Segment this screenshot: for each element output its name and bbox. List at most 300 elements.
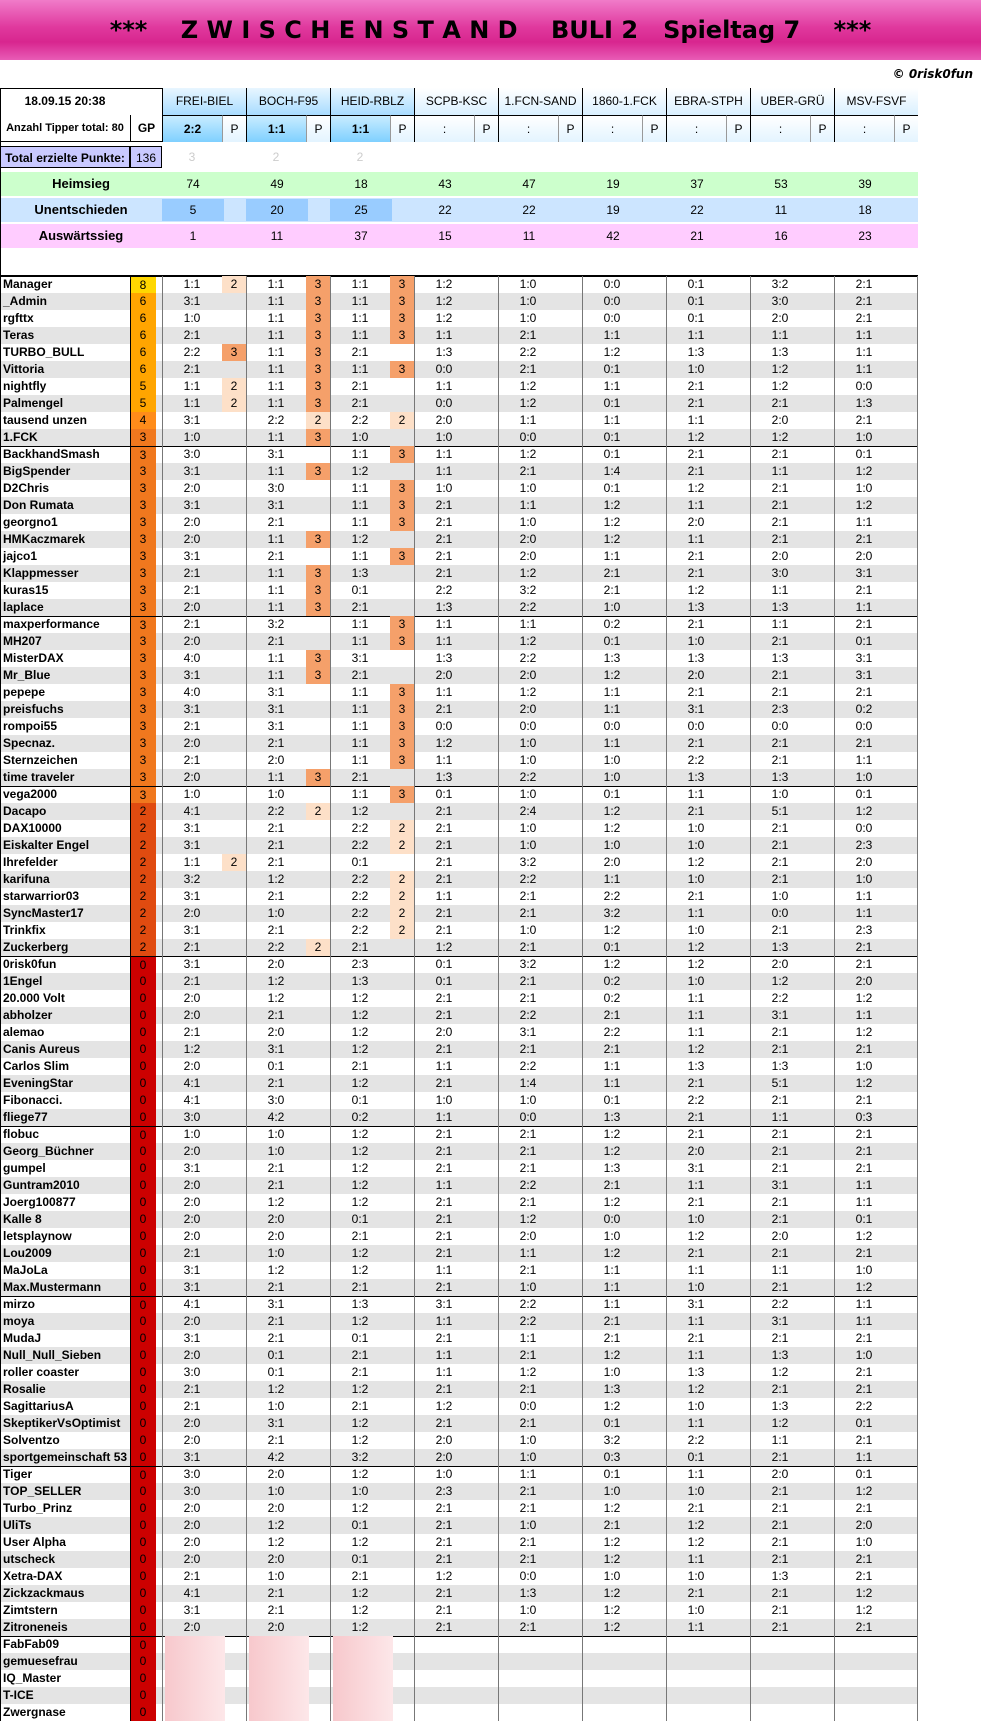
- tip: 2:2: [519, 345, 537, 359]
- tip: 2:1: [519, 1042, 537, 1056]
- tip: 2:1: [435, 1620, 453, 1634]
- tip-points: [222, 1670, 246, 1687]
- tip: 3:1: [855, 566, 873, 580]
- tip: 3:1: [267, 685, 285, 699]
- tip: 1:1: [435, 634, 453, 648]
- player-name: Mr_Blue: [3, 668, 51, 682]
- tip: 1:2: [435, 940, 453, 954]
- tip-points: [390, 344, 414, 361]
- tip-points: [390, 582, 414, 599]
- match-header-frei-biel: FREI-BIEL: [162, 88, 246, 115]
- tip: 1:3: [351, 566, 369, 580]
- tip: 1:2: [351, 1263, 369, 1277]
- tip: 2:1: [855, 1552, 873, 1566]
- points-header: P: [894, 115, 918, 142]
- tip-points: [306, 1551, 330, 1568]
- tip: 2:1: [855, 957, 873, 971]
- tip: 1:2: [687, 1382, 705, 1396]
- tip: 2:1: [519, 362, 537, 376]
- tip: 1:1: [267, 583, 285, 597]
- tip: [246, 1670, 306, 1687]
- tip: 1:1: [771, 1263, 789, 1277]
- tip: 2:1: [687, 396, 705, 410]
- player-gp: 0: [130, 1330, 156, 1347]
- player-gp: 0: [130, 1449, 156, 1466]
- tip: 1:1: [687, 787, 705, 801]
- tip: 1:2: [771, 1416, 789, 1430]
- player-name: sportgemeinschaft 53: [3, 1450, 128, 1464]
- tip: [414, 1670, 474, 1687]
- tip: 2:0: [435, 1025, 453, 1039]
- tip: 1:1: [603, 1297, 621, 1311]
- tip: 1:2: [267, 974, 285, 988]
- tip: 3:1: [267, 1042, 285, 1056]
- points-header: P: [390, 115, 414, 142]
- tip: [834, 1636, 894, 1653]
- tip: 2:1: [267, 634, 285, 648]
- tip: 1:2: [351, 464, 369, 478]
- tip: 2:1: [855, 1501, 873, 1515]
- tip-points: [306, 1347, 330, 1364]
- player-gp: 0: [130, 1653, 156, 1670]
- player-gp: 2: [130, 939, 156, 956]
- tip: 2:1: [603, 583, 621, 597]
- tip-points: 3: [306, 378, 330, 395]
- tip: 2:1: [267, 1314, 285, 1328]
- tip: 1:0: [687, 1569, 705, 1583]
- tip: 1:2: [435, 277, 453, 291]
- stat-value: 18: [858, 203, 872, 217]
- tip: 1:1: [855, 1450, 873, 1464]
- tip: 3:0: [267, 1093, 285, 1107]
- tip: 2:1: [435, 1501, 453, 1515]
- tip-points: [306, 514, 330, 531]
- stat-value: 53: [774, 177, 788, 191]
- player-gp: 0: [130, 1670, 156, 1687]
- tip: 1:1: [435, 1178, 453, 1192]
- tip-points: [390, 769, 414, 786]
- player-gp: 0: [130, 1211, 156, 1228]
- player-name: Vittoria: [3, 362, 45, 376]
- player-name: Canis Aureus: [3, 1042, 80, 1056]
- vline: [162, 276, 163, 1721]
- tip: 3:1: [351, 651, 369, 665]
- tip: 1:1: [855, 753, 873, 767]
- tip: 2:1: [435, 838, 453, 852]
- tip-points: [222, 922, 246, 939]
- player-gp: 0: [130, 1517, 156, 1534]
- player-gp: 0: [130, 1177, 156, 1194]
- tip: 1:3: [603, 1110, 621, 1124]
- tip: 1:2: [351, 1382, 369, 1396]
- tip-points: [222, 1041, 246, 1058]
- tip: 1:2: [687, 855, 705, 869]
- tip-points: [222, 1347, 246, 1364]
- tip: 0:1: [351, 1093, 369, 1107]
- tip-points: 3: [306, 310, 330, 327]
- tip: 1:2: [351, 1127, 369, 1141]
- tip: 3:2: [519, 957, 537, 971]
- tip-points: 2: [222, 854, 246, 871]
- tip: [582, 1687, 642, 1704]
- tip: 1:1: [519, 617, 537, 631]
- tip: 1:0: [687, 1399, 705, 1413]
- tip: 3:1: [183, 702, 201, 716]
- tip: 1:0: [519, 736, 537, 750]
- player-gp: 3: [130, 752, 156, 769]
- tip: 1:0: [267, 1399, 285, 1413]
- tip: 1:1: [855, 889, 873, 903]
- player-name: TURBO_BULL: [3, 345, 85, 359]
- tip-points: [306, 1364, 330, 1381]
- tip-points: [390, 1483, 414, 1500]
- tip: 2:0: [183, 1518, 201, 1532]
- tip: 1:1: [855, 362, 873, 376]
- tip: 3:0: [183, 1467, 201, 1481]
- tip: 2:2: [267, 413, 285, 427]
- tip-points: [390, 667, 414, 684]
- tip: 1:2: [603, 1552, 621, 1566]
- match-header-1.fcn-sand: 1.FCN-SAND: [498, 88, 582, 115]
- tip: 3:1: [183, 1280, 201, 1294]
- tip: 2:0: [183, 1178, 201, 1192]
- tip: 1:2: [351, 1586, 369, 1600]
- tip: 2:1: [771, 753, 789, 767]
- tip-points: [390, 429, 414, 446]
- tip: [582, 1704, 642, 1721]
- tip: 0:0: [771, 719, 789, 733]
- tip: 2:1: [687, 1076, 705, 1090]
- tip: 1:1: [183, 855, 201, 869]
- tip: 2:1: [519, 1620, 537, 1634]
- vline: [130, 276, 131, 1721]
- tip: 2:1: [519, 1195, 537, 1209]
- tip: 0:1: [603, 362, 621, 376]
- tip-points: 3: [390, 633, 414, 650]
- tip: 1:1: [351, 498, 369, 512]
- tip: 1:1: [687, 1467, 705, 1481]
- tip-points: [390, 463, 414, 480]
- tip: 2:1: [267, 1586, 285, 1600]
- tip: 1:2: [351, 1433, 369, 1447]
- tip: 2:3: [435, 1484, 453, 1498]
- tip: 1:1: [603, 379, 621, 393]
- tip: 2:1: [771, 1144, 789, 1158]
- tip: 2:1: [771, 1246, 789, 1260]
- tip: 2:0: [519, 549, 537, 563]
- tip: 1:1: [855, 1195, 873, 1209]
- tip: 3:1: [183, 889, 201, 903]
- tip: 2:1: [183, 328, 201, 342]
- tip: 3:0: [183, 1484, 201, 1498]
- player-name: DAX10000: [3, 821, 62, 835]
- tip: 1:2: [183, 1042, 201, 1056]
- vline: [582, 276, 583, 1721]
- tip-points: [222, 293, 246, 310]
- tip: 0:1: [603, 1467, 621, 1481]
- player-gp: 6: [130, 310, 156, 327]
- tip: 0:1: [351, 1518, 369, 1532]
- match-header-heid-rblz: HEID-RBLZ: [330, 88, 414, 115]
- tip: 2:1: [771, 1620, 789, 1634]
- tip: 1:1: [855, 1314, 873, 1328]
- tip: 2:1: [603, 1008, 621, 1022]
- tip: 2:0: [267, 957, 285, 971]
- player-name: Zuckerberg: [3, 940, 69, 954]
- tip: 2:2: [603, 889, 621, 903]
- tip: 3:2: [519, 855, 537, 869]
- tip-points: [390, 1704, 414, 1721]
- tip-points: 2: [306, 412, 330, 429]
- tip: 2:2: [351, 838, 369, 852]
- tip: [750, 1670, 810, 1687]
- player-name: Guntram2010: [3, 1178, 80, 1192]
- tip: 1:1: [351, 719, 369, 733]
- match-result: :: [582, 115, 642, 142]
- tip: 2:0: [267, 1229, 285, 1243]
- player-name: Zitroneneis: [3, 1620, 68, 1634]
- tip: 1:3: [771, 940, 789, 954]
- tip: 2:0: [183, 1314, 201, 1328]
- tip: 1:2: [267, 1535, 285, 1549]
- tip: 1:2: [267, 872, 285, 886]
- player-name: Fibonacci.: [3, 1093, 63, 1107]
- player-name: letsplaynow: [3, 1229, 72, 1243]
- tip: 2:1: [771, 1280, 789, 1294]
- tip: 1:2: [351, 532, 369, 546]
- tip: 2:1: [435, 1586, 453, 1600]
- tip: 2:1: [687, 566, 705, 580]
- tip: 2:1: [267, 549, 285, 563]
- tip-points: [390, 1568, 414, 1585]
- tip: 1:2: [855, 1603, 873, 1617]
- tip: 1:0: [435, 430, 453, 444]
- match-result: :: [666, 115, 726, 142]
- stat-value: 37: [354, 229, 368, 243]
- tip: 2:1: [267, 1433, 285, 1447]
- player-gp: 2: [130, 820, 156, 837]
- tip-points: [306, 735, 330, 752]
- tip: 1:1: [435, 447, 453, 461]
- tip: 3:1: [771, 1314, 789, 1328]
- tip-points: [390, 1364, 414, 1381]
- player-gp: 0: [130, 956, 156, 973]
- tip: 1:1: [855, 345, 873, 359]
- player-gp: 3: [130, 769, 156, 786]
- tip: 1:3: [771, 1059, 789, 1073]
- tip-points: 2: [222, 378, 246, 395]
- tip-points: [390, 1177, 414, 1194]
- tip: 2:0: [771, 957, 789, 971]
- stat-value: 22: [438, 203, 452, 217]
- tip: 2:0: [183, 532, 201, 546]
- tip-points: [390, 1075, 414, 1092]
- tip: 0:1: [855, 1467, 873, 1481]
- tip: 3:1: [183, 668, 201, 682]
- tip: 1:2: [435, 311, 453, 325]
- tip-points: [222, 1143, 246, 1160]
- tip: 0:1: [435, 974, 453, 988]
- tip-points: [222, 1551, 246, 1568]
- tip: 1:3: [771, 1569, 789, 1583]
- player-gp: 3: [130, 514, 156, 531]
- stat-value: 25: [330, 199, 392, 221]
- player-name: gemuesefrau: [3, 1654, 78, 1668]
- tip: [834, 1653, 894, 1670]
- tip: 2:1: [435, 906, 453, 920]
- tip: 1:1: [351, 481, 369, 495]
- tip: 0:1: [855, 1416, 873, 1430]
- tip-points: [390, 1381, 414, 1398]
- tip: [498, 1636, 558, 1653]
- tip-points: [390, 803, 414, 820]
- tip: 2:1: [435, 1603, 453, 1617]
- tip-points: [390, 1551, 414, 1568]
- tip-points: [390, 1636, 414, 1653]
- tip: 1:0: [855, 430, 873, 444]
- tip: 1:3: [771, 770, 789, 784]
- player-name: 1Engel: [3, 974, 43, 988]
- tip: 1:0: [519, 515, 537, 529]
- player-gp: 2: [130, 837, 156, 854]
- tip: 1:2: [855, 1025, 873, 1039]
- tip-points: [222, 633, 246, 650]
- tip-points: 3: [306, 667, 330, 684]
- player-name: Rosalie: [3, 1382, 46, 1396]
- tip: 2:1: [351, 345, 369, 359]
- tip: 1:2: [687, 940, 705, 954]
- tip: 1:1: [603, 872, 621, 886]
- tip: 2:0: [519, 1229, 537, 1243]
- tip: 1:1: [351, 277, 369, 291]
- tip: 2:1: [267, 736, 285, 750]
- tip-points: [222, 480, 246, 497]
- tip: 2:1: [519, 328, 537, 342]
- vline: [330, 276, 331, 1721]
- player-name: Lou2009: [3, 1246, 52, 1260]
- tip: 2:1: [771, 1195, 789, 1209]
- player-name: Georg_Büchner: [3, 1144, 94, 1158]
- tip-points: [222, 1330, 246, 1347]
- tip: 1:1: [267, 532, 285, 546]
- player-gp: 4: [130, 412, 156, 429]
- tip: 1:0: [687, 1603, 705, 1617]
- tip: 4:0: [183, 685, 201, 699]
- tip: 0:0: [687, 719, 705, 733]
- tip: 2:1: [855, 413, 873, 427]
- tip: 2:1: [267, 1178, 285, 1192]
- tip: 2:1: [687, 617, 705, 631]
- tip: 2:1: [687, 549, 705, 563]
- tip: [414, 1704, 474, 1721]
- tip-points: [222, 412, 246, 429]
- tip: 1:2: [603, 1348, 621, 1362]
- tip: 2:1: [183, 1246, 201, 1260]
- tip: 1:1: [603, 549, 621, 563]
- tip: 0:1: [603, 481, 621, 495]
- tip: 2:1: [435, 1008, 453, 1022]
- tip: 1:2: [351, 1042, 369, 1056]
- player-name: Sternzeichen: [3, 753, 78, 767]
- tip: 1:2: [687, 430, 705, 444]
- tip: 1:3: [687, 651, 705, 665]
- player-name: Joerg100877: [3, 1195, 76, 1209]
- player-gp: 0: [130, 1296, 156, 1313]
- tip: 1:0: [855, 1535, 873, 1549]
- player-gp: 0: [130, 973, 156, 990]
- tip: 1:1: [267, 311, 285, 325]
- tip: 1:1: [267, 430, 285, 444]
- tip: 2:1: [771, 1603, 789, 1617]
- player-gp: 3: [130, 718, 156, 735]
- tip: 1:2: [351, 804, 369, 818]
- tip-points: 3: [390, 514, 414, 531]
- tip-points: [222, 1007, 246, 1024]
- tip: 1:3: [771, 1348, 789, 1362]
- player-name: D2Chris: [3, 481, 50, 495]
- tip: 1:0: [603, 1365, 621, 1379]
- tip: 2:1: [771, 1025, 789, 1039]
- tip: 2:1: [771, 736, 789, 750]
- tip: 1:2: [855, 1229, 873, 1243]
- tip: 1:0: [687, 1280, 705, 1294]
- tip: 2:1: [687, 804, 705, 818]
- tip: 1:3: [687, 600, 705, 614]
- tip: 0:3: [603, 1450, 621, 1464]
- tip-points: [306, 701, 330, 718]
- tip: 2:0: [267, 1025, 285, 1039]
- tip-points: [222, 905, 246, 922]
- tip: 2:1: [771, 1484, 789, 1498]
- tip: 1:2: [687, 1535, 705, 1549]
- tip: 1:0: [519, 1093, 537, 1107]
- tip: 2:0: [183, 1348, 201, 1362]
- tip-points: [222, 769, 246, 786]
- tip: 1:1: [855, 1008, 873, 1022]
- tip: 1:1: [435, 1314, 453, 1328]
- tip-points: 3: [390, 327, 414, 344]
- stat-value: 22: [522, 203, 536, 217]
- stat-value: 5: [162, 199, 224, 221]
- tip: 1:1: [687, 1008, 705, 1022]
- tip: 2:0: [183, 1535, 201, 1549]
- tip: 2:1: [771, 1127, 789, 1141]
- tip: 0:0: [435, 719, 453, 733]
- tip: 2:1: [771, 1535, 789, 1549]
- tip: 2:2: [687, 753, 705, 767]
- tip-points: [390, 1347, 414, 1364]
- tip: 2:1: [771, 1518, 789, 1532]
- tip-points: [306, 820, 330, 837]
- tip: 2:0: [183, 770, 201, 784]
- player-gp: 0: [130, 1364, 156, 1381]
- tip: 2:0: [183, 481, 201, 495]
- player-gp: 0: [130, 1024, 156, 1041]
- tip: 2:0: [687, 668, 705, 682]
- tip: 1:1: [267, 362, 285, 376]
- tip: [162, 1653, 222, 1670]
- tip: 1:2: [603, 1246, 621, 1260]
- player-name: Kalle 8: [3, 1212, 42, 1226]
- tip: 2:1: [435, 1382, 453, 1396]
- player-name: 1.FCK: [3, 430, 38, 444]
- tip: 2:2: [687, 1433, 705, 1447]
- player-gp: 3: [130, 684, 156, 701]
- tip: 2:2: [351, 889, 369, 903]
- player-gp: 3: [130, 497, 156, 514]
- tip: 2:1: [687, 1195, 705, 1209]
- tip-points: [390, 1041, 414, 1058]
